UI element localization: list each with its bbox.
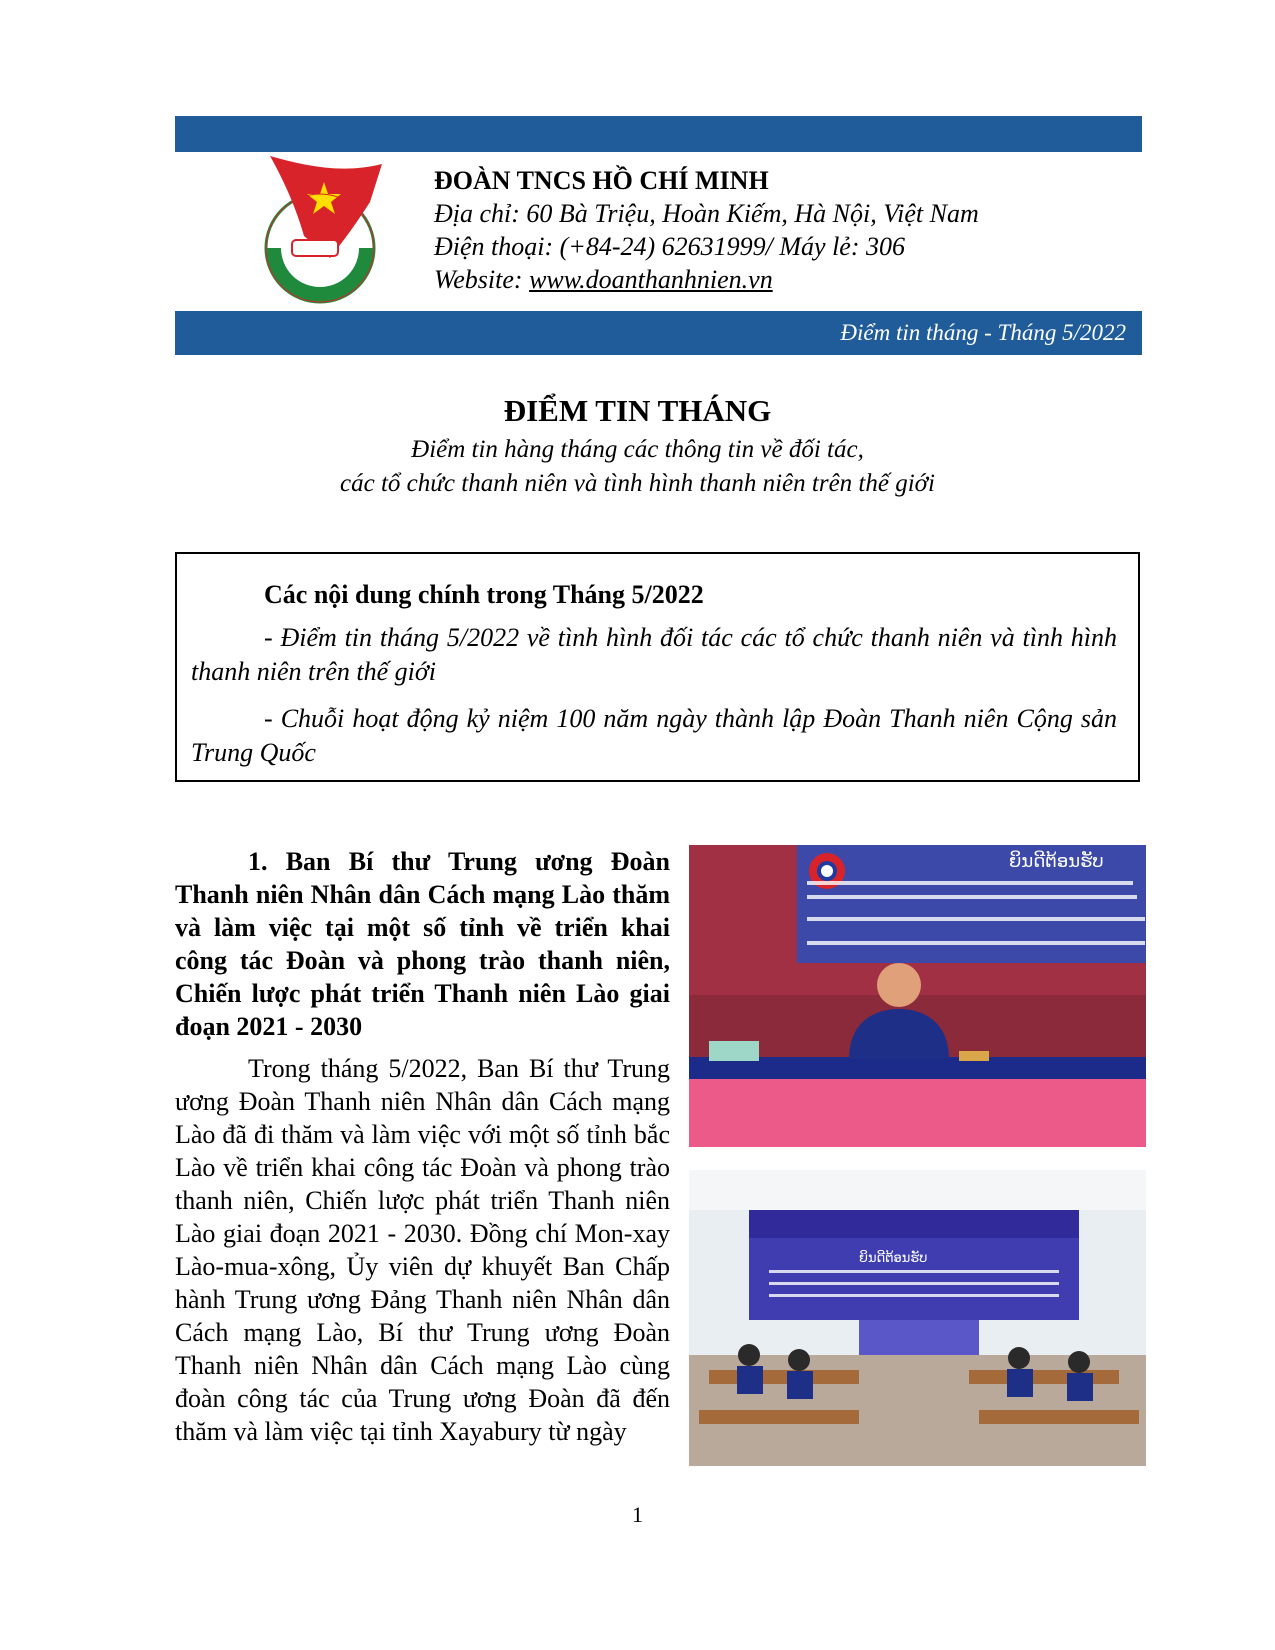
page-title: ĐIỂM TIN THÁNG — [503, 393, 772, 428]
page-number: 1 — [632, 1502, 643, 1527]
organization-info — [434, 164, 979, 296]
header-band-bottom — [175, 311, 1142, 355]
header-band-top — [175, 116, 1142, 152]
meeting-photo-room — [689, 1170, 1146, 1466]
summary-heading: Các nội dung chính trong Tháng 5/2022 — [264, 580, 704, 609]
summary-item: - Chuỗi hoạt động kỷ niệm 100 năm ngày thành lập Đoàn Thanh niên Cộng sản Trung Quốc — [191, 704, 1117, 767]
org-website — [434, 263, 979, 296]
youth-union-logo — [246, 154, 391, 306]
section-1-title: 1. Ban Bí thư Trung ương Đoàn Thanh niên Nhân dân Cách mạng Lào thăm và làm việc tại một số tỉnh về triển khai công tác Đoàn và phong trào thanh niên, Chiến lược phát triển Thanh niên Lào giai đoạn 2021 - 2030 — [175, 847, 670, 1041]
website-label: Website: — [434, 265, 530, 294]
org-name: ĐOÀN TNCS HỒ CHÍ MINH — [434, 166, 769, 195]
issue-label: Điểm tin tháng - Tháng 5/2022 — [840, 320, 1126, 345]
subtitle-line-1: Điểm tin hàng tháng các thông tin về đối tác, — [411, 436, 864, 463]
page-subtitle — [0, 433, 1275, 501]
org-address: Địa chỉ: 60 Bà Triệu, Hoàn Kiếm, Hà Nội, Việt Nam — [434, 199, 979, 228]
summary-box — [175, 552, 1140, 782]
meeting-photo-speaker — [689, 845, 1146, 1147]
summary-item: - Điểm tin tháng 5/2022 về tình hình đối tác các tổ chức thanh niên và tình hình thanh niên trên thế giới — [191, 623, 1117, 686]
org-phone: Điện thoại: (+84-24) 62631999/ Máy lẻ: 306 — [434, 232, 906, 261]
website-link[interactable]: www.doanthanhnien.vn — [529, 265, 773, 294]
photo1-banner-text: ຍິນດີຕ້ອນຮັບ — [1009, 851, 1104, 872]
section-1-body: Trong tháng 5/2022, Ban Bí thư Trung ương Đoàn Thanh niên Nhân dân Cách mạng Lào đã đi thăm và làm việc với một số tỉnh bắc Lào về triển khai công tác Đoàn và phong trào thanh niên, Chiến lược phát triển Thanh niên Lào giai đoạn 2021 - 2030. Đồng chí Mon-xay Lào-mua-xông, Ủy viên dự khuyết Ban Chấp hành Trung ương Đảng Thanh niên Nhân dân Cách mạng Lào, Bí thư Trung ương Đoàn Thanh niên Nhân dân Cách mạng Lào cùng đoàn công tác của Trung ương Đoàn đã đến thăm và làm việc tại tỉnh Xayabury từ ngày — [175, 1054, 670, 1446]
photo2-banner-text: ຍິນດີຕ້ອນຮັບ — [859, 1251, 928, 1266]
subtitle-line-2: các tổ chức thanh niên và tình hình thanh niên trên thế giới — [340, 470, 935, 497]
